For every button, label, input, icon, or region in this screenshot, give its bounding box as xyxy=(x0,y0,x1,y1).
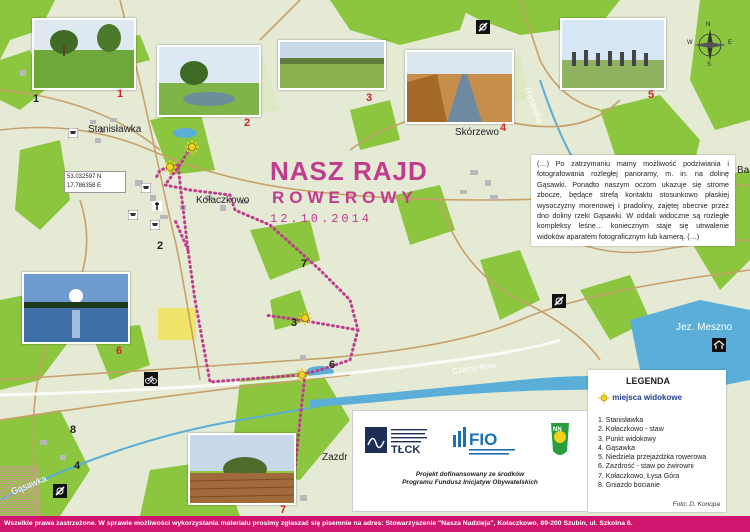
route-point-1: 1 xyxy=(33,93,40,105)
legend-item: 7. Kołaczkowo, Łysa Góra xyxy=(598,472,680,480)
legend-item: 5. Niedziela przejażdżka rowerowa xyxy=(598,454,707,462)
nn-logo-text: NN xyxy=(553,427,562,433)
shelter-icon xyxy=(712,338,726,352)
shop-cart-icon xyxy=(68,128,78,138)
map-subtitle: ROWEROWY xyxy=(272,188,418,207)
place-gasawka-river-w: Gąsawka xyxy=(9,473,49,497)
map-date: 12.10.2014 xyxy=(270,212,373,226)
fio-logo xyxy=(451,423,521,459)
viewpoint-star-icon xyxy=(298,311,312,325)
compass-w: W xyxy=(687,40,693,46)
shop-cart-icon xyxy=(150,220,160,230)
route-point-3: 3 xyxy=(291,317,298,329)
viewpoint-star-icon xyxy=(295,368,309,382)
route-point-4: 4 xyxy=(74,460,81,472)
route-point-7: 7 xyxy=(301,258,308,270)
legend-item: 2. Kołaczkowo - staw xyxy=(598,426,664,434)
photo-1 xyxy=(32,18,136,90)
photo-number-3: 3 xyxy=(366,92,373,104)
shop-cart-icon xyxy=(141,183,151,193)
longitude: 17.786358 E xyxy=(67,183,102,189)
tlck-logo xyxy=(365,425,431,459)
viewpoint-star-icon xyxy=(163,160,177,174)
coordinates-box xyxy=(64,171,126,193)
legend-item: 1. Stanisławka xyxy=(598,417,644,424)
compass-s: S xyxy=(707,62,712,68)
legend-viewpoints-label: miejsca widokowe xyxy=(612,393,683,403)
photo-number-2: 2 xyxy=(244,117,251,129)
place-gasawka-river-e: Gąsawka xyxy=(522,85,545,125)
nn-logo xyxy=(545,421,575,461)
photo-number-7: 7 xyxy=(280,504,287,516)
map-title: NASZ RAJD xyxy=(270,156,428,186)
shop-cart-icon xyxy=(128,210,138,220)
footer-bar: Wszelkie prawa zastrzeżone. W sprawie możliwości wykorzystania materiału prosimy zgłaszać się pisemnie na adres: Stowarzyszenie "Nasza Nadzieja", Kołaczkowo, 89-200 Szubin, ul. Szkolna 6. xyxy=(0,516,750,532)
place-stanislawka: Stanisławka xyxy=(88,124,142,135)
route-point-2: 2 xyxy=(157,240,164,252)
bicycle-icon xyxy=(144,372,158,386)
tlck-logo-text: TŁCK xyxy=(391,444,421,456)
legend-list xyxy=(588,416,706,490)
no-entry-icon xyxy=(552,294,566,308)
viewpoint-star-icon xyxy=(598,392,610,404)
no-entry-icon xyxy=(476,20,490,34)
sponsor-box xyxy=(352,410,588,512)
photo-4 xyxy=(405,50,514,124)
sponsor-line-2: Programu Fundusz Inicjatyw Obywatelskich xyxy=(402,479,538,486)
place-ba: Ba xyxy=(737,165,750,176)
latitude: 53.032597 N xyxy=(67,174,102,180)
viewpoint-star-icon xyxy=(185,140,199,154)
place-czarny-row: Czarny Rów xyxy=(451,361,496,376)
compass-n: N xyxy=(706,22,711,28)
sponsor-line-1: Projekt dofinansowany ze środków xyxy=(415,471,525,478)
photo-3 xyxy=(278,40,386,90)
legend-item: 8. Gniazdo bocianie xyxy=(598,482,660,490)
photo-7 xyxy=(188,433,296,505)
place-zazdr: Zazdr xyxy=(322,452,348,463)
photo-number-6: 6 xyxy=(116,345,123,357)
place-jez-meszno: Jez. Meszno xyxy=(676,322,733,333)
quote-box: (…) Po zatrzymaniu mamy możliwość podziwiania i fotografowania rozległej panoramy, m. in. na dolinę Gąsawki. Ponadto naszym oczom ukazuje się strome zbocze, będące strefą kontaktu stosunkowo płaskiej wysoczyzny morenowej i pradoliny, zajętej obecnie przez dno doliny rzeki Gąsawki. W oddali widoczne są rozległe kompleksy leśne… koniecznym staje się utrwalenie widoków aparatem fotograficznym lub kamerą. (…) xyxy=(531,155,735,246)
legend-item: 6. Zazdrość - staw po żwirowni xyxy=(598,463,694,471)
church-icon xyxy=(152,201,162,211)
fio-logo-text: FIO xyxy=(469,430,498,449)
photo-6 xyxy=(22,272,130,344)
place-skorzewo: Skórzewo xyxy=(455,127,499,138)
legend-title: LEGENDA xyxy=(626,376,671,386)
sponsor-logos xyxy=(365,421,575,461)
sponsor-text xyxy=(353,471,587,487)
no-entry-icon xyxy=(53,484,67,498)
legend-item: 4. Gąsawka xyxy=(598,444,635,452)
photo-2 xyxy=(157,45,261,117)
photo-5 xyxy=(560,18,666,90)
photo-credit: Foto: D. Konopa xyxy=(672,501,720,508)
place-kolaczkowo: Kołaczkowo xyxy=(196,195,250,206)
route-point-6: 6 xyxy=(329,359,336,371)
legend-item: 3. Punkt widokowy xyxy=(598,435,656,443)
photo-number-1: 1 xyxy=(117,88,124,100)
photo-number-5: 5 xyxy=(648,89,655,101)
legend-viewpoints xyxy=(598,392,682,404)
compass-e: E xyxy=(728,40,733,46)
photo-number-4: 4 xyxy=(500,122,507,134)
route-point-8: 8 xyxy=(70,424,77,436)
legend xyxy=(588,370,726,512)
